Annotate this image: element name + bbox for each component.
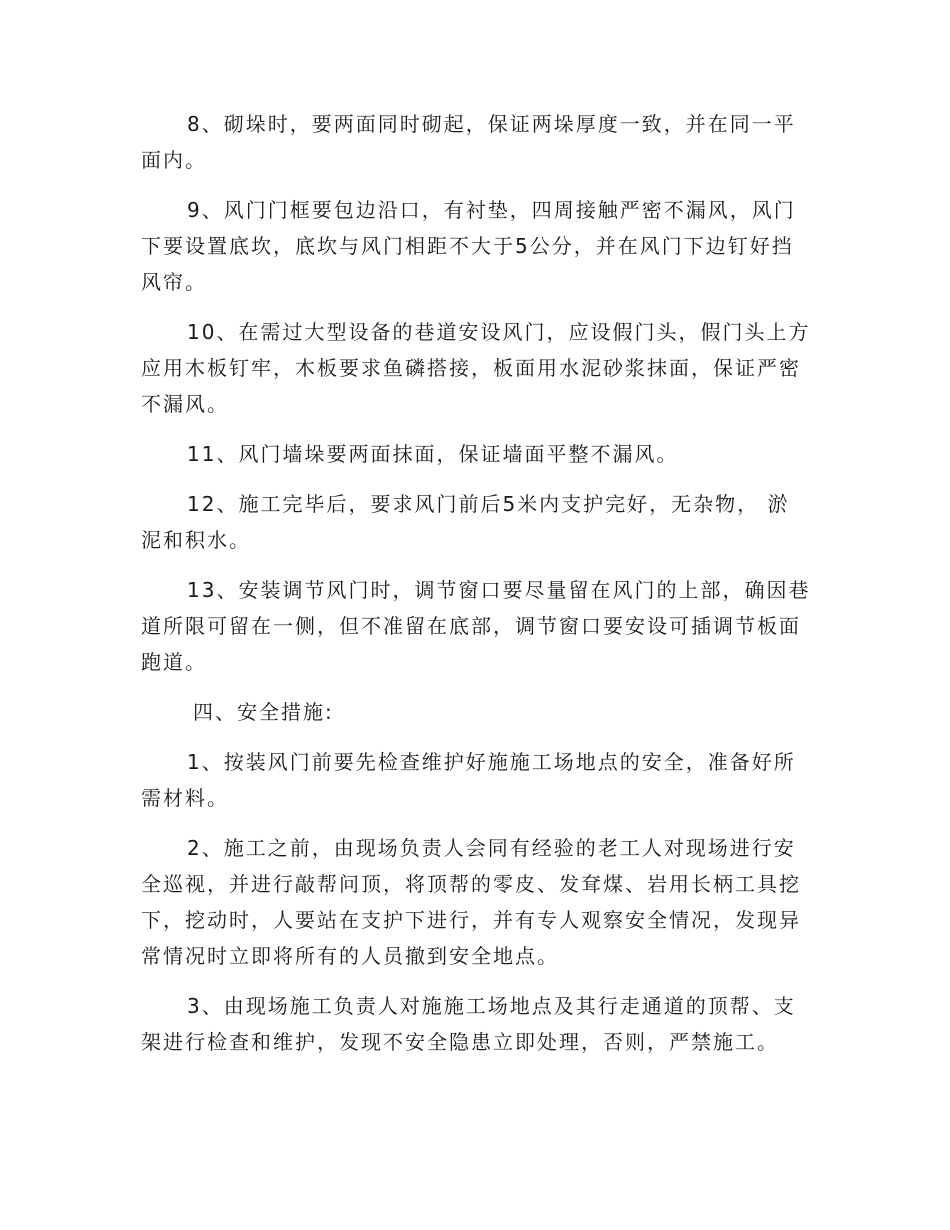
document-body [141, 106, 811, 1060]
paragraph-item-11: 11、风门墙垛要两面抹面，保证墙面平整不漏风。 [187, 442, 679, 466]
safety-item-2: 2、施工之前，由现场负责人会同有经验的老工人对现场进行安全巡视，并进行敲帮问顶，将顶帮的零皮、发耷煤、岩用长柄工具挖下，挖动时，人要站在支护下进行，并有专人观察安全情况，发现异常情况时立即将所有的人员撤到安全地点。 [141, 836, 801, 968]
safety-item-3: 3、由现场施工负责人对施施工场地点及其行走通道的顶帮、支架进行检查和维护，发现不安全隐患立即处理，否则，严禁施工。 [141, 994, 796, 1054]
safety-item-1: 1、按装风门前要先检查维护好施施工场地点的安全，准备好所需材料。 [141, 750, 796, 810]
paragraph-item-13: 13、安装调节风门时，调节窗口要尽量留在风门的上部，确因巷道所限可留在一侧，但不准留在底部，调节窗口要安设可插调节板面跑道。 [141, 578, 811, 674]
paragraph-item-8: 8、砌垛时，要两面同时砌起，保证两垛厚度一致，并在同一平面内。 [141, 112, 796, 172]
paragraph-item-10: 10、在需过大型设备的巷道安设风门，应设假门头，假门头上方应用木板钉牢，木板要求鱼磷搭接，板面用水泥砂浆抹面，保证严密不漏风。 [141, 320, 811, 416]
section-heading-safety: 四、安全措施: [193, 700, 334, 724]
paragraph-item-9: 9、风门门框要包边沿口，有衬垫，四周接触严密不漏风，风门下要设置底坎，底坎与风门相距不大于5公分，并在风门下边钉好挡风帘。 [141, 198, 796, 294]
paragraph-item-12: 12、施工完毕后，要求风门前后5米内支护完好，无杂物， 淤泥和积水。 [141, 492, 790, 552]
